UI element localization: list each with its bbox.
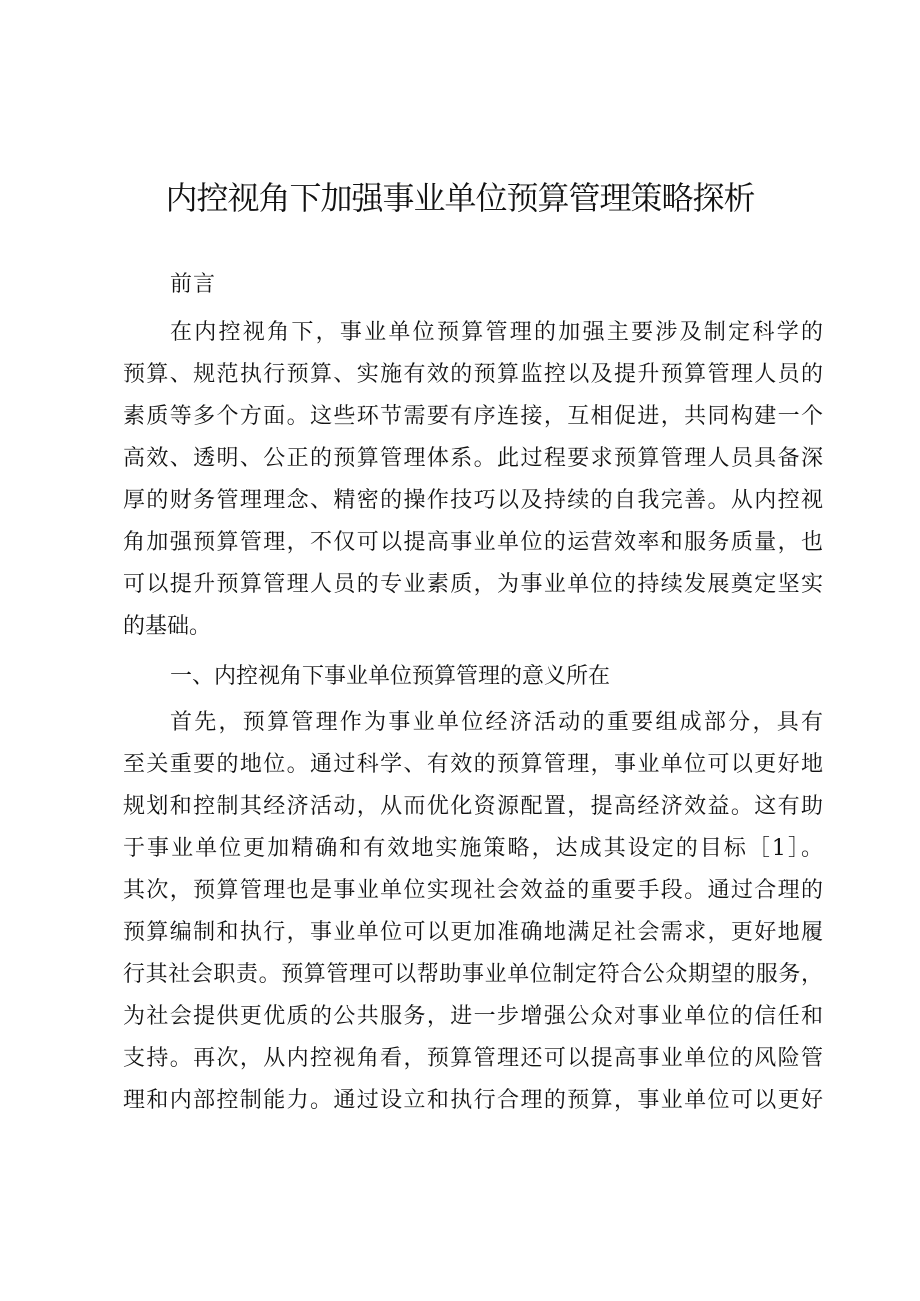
- preface-line: 在内控视角下，事业单位预算管理的加强主要涉及制定科学的: [170, 320, 823, 345]
- section-line: 理和内部控制能力。通过设立和执行合理的预算，事业单位可以更好: [123, 1088, 823, 1113]
- section-line: 于事业单位更加精确和有效地实施策略，达成其设定的目标［1］。: [123, 836, 823, 861]
- section-line: 其次，预算管理也是事业单位实现社会效益的重要手段。通过合理的: [123, 878, 823, 903]
- section-line: 预算编制和执行，事业单位可以更加准确地满足社会需求，更好地履: [123, 920, 823, 945]
- preface-line: 高效、透明、公正的预算管理体系。此过程要求预算管理人员具备深: [123, 446, 823, 471]
- section-line: 行其社会职责。预算管理可以帮助事业单位制定符合公众期望的服务，: [123, 962, 823, 987]
- preface-line: 的基础。: [123, 614, 212, 639]
- preface-line: 可以提升预算管理人员的专业素质，为事业单位的持续发展奠定坚实: [123, 572, 823, 597]
- section-line: 规划和控制其经济活动，从而优化资源配置，提高经济效益。这有助: [123, 794, 823, 819]
- preface-line: 角加强预算管理，不仅可以提高事业单位的运营效率和服务质量，也: [123, 530, 823, 555]
- preface-line: 预算、规范执行预算、实施有效的预算监控以及提升预算管理人员的: [123, 362, 823, 387]
- preface-line: 厚的财务管理理念、精密的操作技巧以及持续的自我完善。从内控视: [123, 488, 823, 513]
- section-line: 支持。再次，从内控视角看，预算管理还可以提高事业单位的风险管: [123, 1046, 823, 1071]
- section-heading: 一、内控视角下事业单位预算管理的意义所在: [170, 664, 611, 689]
- section-line: 首先，预算管理作为事业单位经济活动的重要组成部分，具有: [170, 710, 823, 735]
- section-line: 为社会提供更优质的公共服务，进一步增强公众对事业单位的信任和: [123, 1004, 823, 1029]
- preface-line: 素质等多个方面。这些环节需要有序连接，互相促进，共同构建一个: [123, 404, 823, 429]
- document-title: 内控视角下加强事业单位预算管理策略探析: [165, 179, 755, 217]
- section-line: 至关重要的地位。通过科学、有效的预算管理，事业单位可以更好地: [123, 752, 823, 777]
- preface-label: 前言: [170, 272, 217, 297]
